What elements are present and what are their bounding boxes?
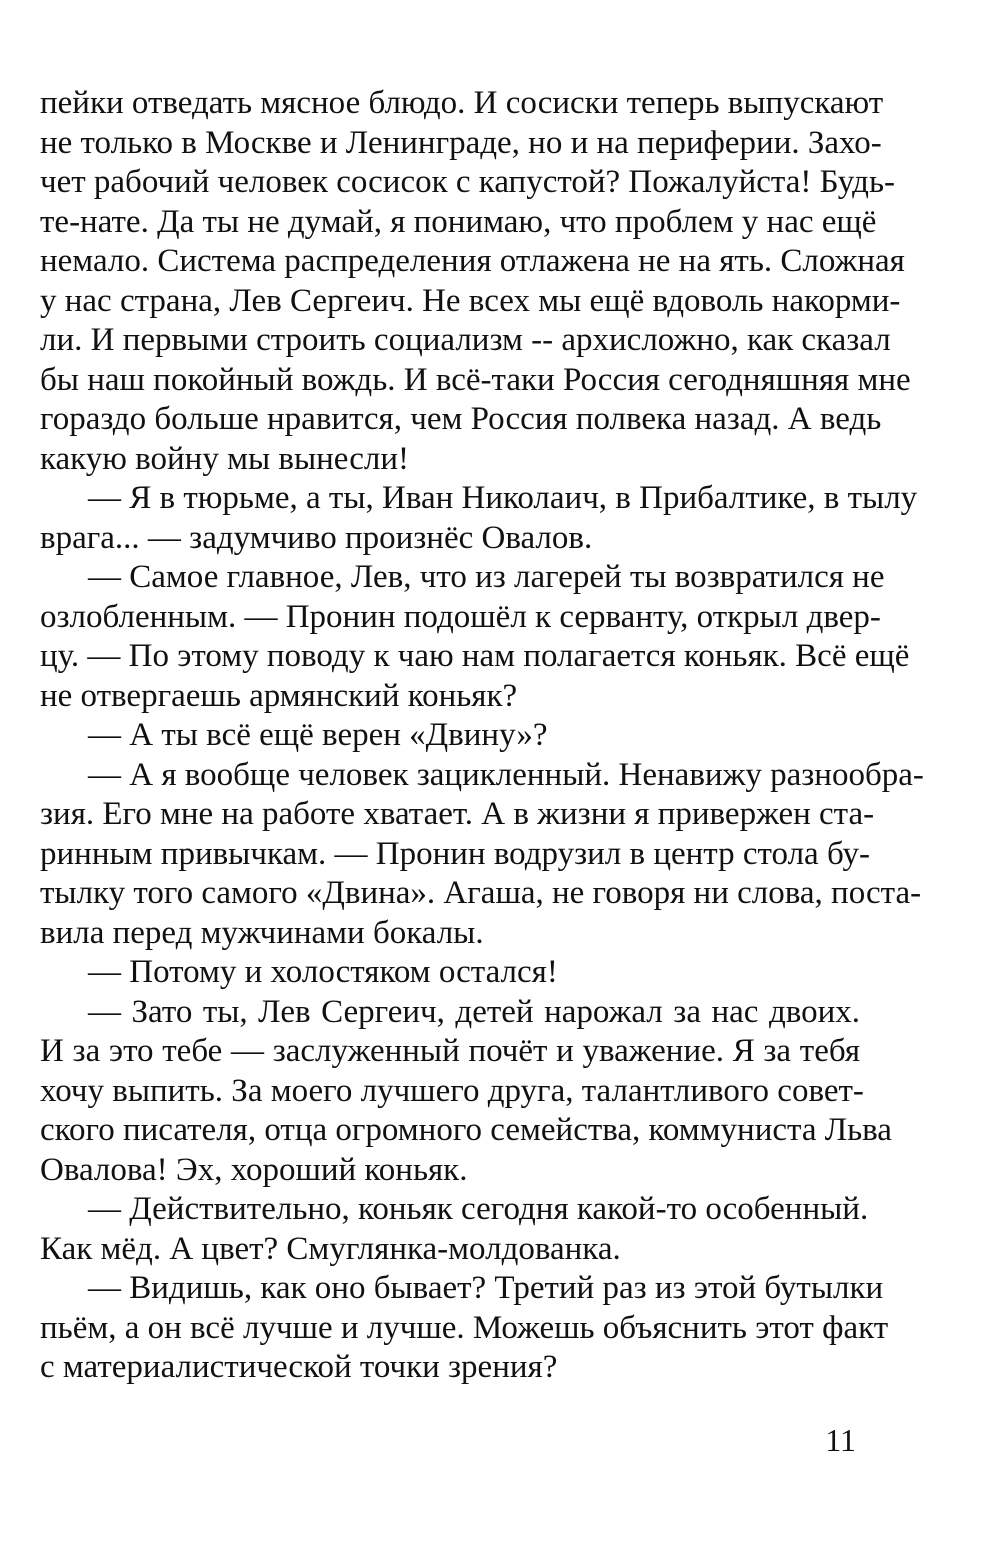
text-line: врага... — задумчиво произнёс Овалов.	[40, 519, 593, 556]
text-line: пейки отведать мясное блюдо. И сосиски теперь выпускают	[40, 85, 884, 121]
text-line: вила перед мужчинами бокалы.	[40, 914, 484, 951]
text-line: хочу выпить. За моего лучшего друга, талантливого совет-	[40, 1072, 864, 1109]
text-line: бы наш покойный вождь. И всё-таки Россия сегодняшняя мне	[40, 361, 911, 398]
text-line: — А я вообще человек зацикленный. Ненавижу разнообра-	[88, 756, 924, 793]
text-line: Овалова! Эх, хороший коньяк.	[40, 1151, 468, 1188]
text-line: ского писателя, отца огромного семейства, коммуниста Льва	[40, 1112, 892, 1148]
text-line: немало. Система распределения отлажена не на ять. Сложная	[40, 243, 905, 279]
text-line: у нас страна, Лев Сергеич. Не всех мы ещё вдоволь накорми-	[40, 282, 901, 319]
text-line: И за это тебе — заслуженный почёт и уважение. Я за тебя	[40, 1033, 860, 1069]
text-line: озлобленным. — Пронин подошёл к серванту, открыл двер-	[40, 598, 881, 635]
text-line: — А ты всё ещё верен «Двину»?	[88, 717, 548, 753]
text-line: какую войну мы вынесли!	[40, 440, 410, 477]
text-line: те-нате. Да ты не думай, я понимаю, что проблем у нас ещё	[40, 203, 877, 240]
text-line: гораздо больше нравится, чем Россия полвека назад. А ведь	[40, 401, 882, 437]
text-line: — Зато ты, Лев Сергеич, детей нарожал за нас двоих.	[88, 993, 860, 1030]
text-line: зия. Его мне на работе хватает. А в жизни я привержен ста-	[40, 796, 875, 832]
text-line: — Самое главное, Лев, что из лагерей ты возвратился не	[88, 559, 885, 595]
text-line: не только в Москве и Ленинграде, но и на периферии. Захо-	[40, 124, 882, 161]
text-line: пьём, а он всё лучше и лучше. Можешь объяснить этот факт	[40, 1309, 889, 1346]
page-number: 11	[825, 1422, 856, 1458]
text-line: — Я в тюрьме, а ты, Иван Николаич, в Прибалтике, в тылу	[88, 480, 918, 516]
text-line: чет рабочий человек сосисок с капустой? Пожалуйста! Будь-	[40, 164, 896, 200]
text-line: не отвергаешь армянский коньяк?	[40, 677, 518, 714]
text-line: цу. — По этому поводу к чаю нам полагается коньяк. Всё ещё	[40, 638, 910, 674]
text-line: тылку того самого «Двина». Агаша, не говоря ни слова, поста-	[40, 875, 922, 911]
text-line: ли. И первыми строить социализм -- архисложно, как сказал	[40, 322, 891, 358]
text-line: — Действительно, коньяк сегодня какой-то особенный.	[88, 1191, 869, 1227]
text-line: — Видишь, как оно бывает? Третий раз из этой бутылки	[88, 1270, 884, 1306]
text-line: с материалистической точки зрения?	[40, 1349, 558, 1385]
body-text	[40, 84, 924, 1388]
text-line: ринным привычкам. — Пронин водрузил в центр стола бу-	[40, 835, 870, 872]
text-line: Как мёд. А цвет? Смуглянка-молдованка.	[40, 1230, 621, 1267]
text-line: — Потому и холостяком остался!	[88, 954, 558, 990]
